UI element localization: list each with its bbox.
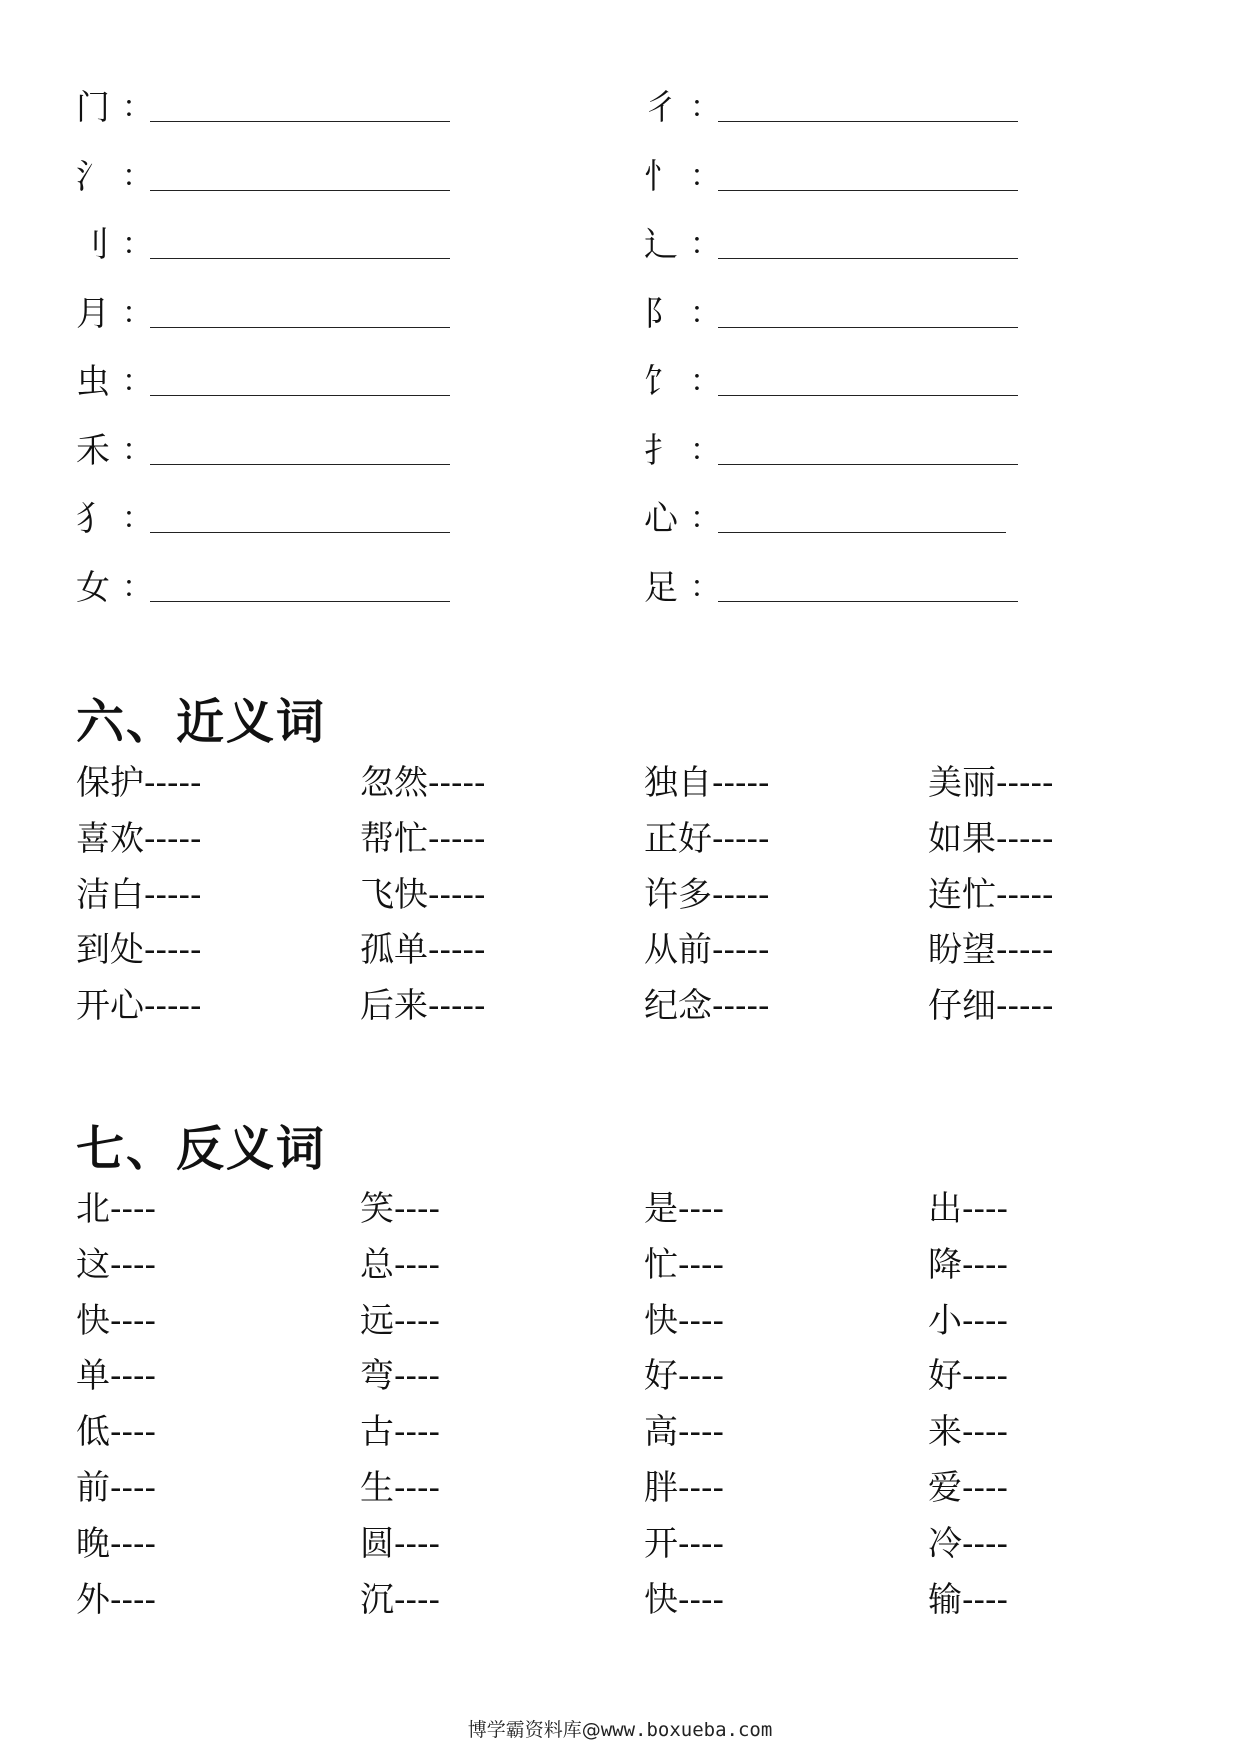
word-row	[76, 1521, 1176, 1577]
radical-colon: ：	[690, 227, 720, 262]
word-item: 孤单-----	[360, 930, 486, 971]
word-item: 快----	[76, 1300, 156, 1341]
radical-item	[644, 284, 1018, 334]
answer-blank[interactable]	[150, 532, 450, 533]
word-item: 许多-----	[644, 874, 770, 915]
radical-char: 氵	[76, 156, 110, 197]
footer-url[interactable]: www.boxueba.com	[600, 1719, 773, 1741]
word-row	[76, 983, 1176, 1039]
word-item: 忙----	[644, 1244, 724, 1285]
word-item: 前----	[76, 1467, 156, 1508]
word-item: 生----	[360, 1467, 440, 1508]
word-item: 单----	[76, 1356, 156, 1397]
synonyms-grid	[76, 760, 1176, 1039]
word-item: 好----	[644, 1356, 724, 1397]
radical-colon: ：	[122, 432, 152, 468]
word-item: 到处-----	[76, 930, 202, 971]
answer-blank[interactable]	[718, 464, 1018, 465]
radical-colon: ：	[690, 432, 720, 468]
answer-blank[interactable]	[150, 190, 450, 191]
word-row	[76, 927, 1176, 983]
radical-colon: ：	[122, 227, 152, 262]
word-item: 连忙-----	[928, 874, 1054, 915]
word-item: 快----	[644, 1579, 724, 1620]
word-row	[76, 1409, 1176, 1465]
radical-item	[644, 352, 1018, 402]
antonyms-heading: 七、反义词	[76, 1121, 327, 1177]
radical-colon: ：	[122, 569, 152, 605]
radical-item	[76, 215, 450, 265]
word-item: 纪念-----	[644, 986, 770, 1027]
radical-item	[644, 489, 1006, 539]
radical-colon: ：	[122, 295, 152, 331]
word-item: 古----	[360, 1412, 440, 1453]
synonyms-heading: 六、近义词	[76, 694, 327, 750]
word-item: 正好-----	[644, 818, 770, 859]
word-item: 是----	[644, 1189, 724, 1229]
word-item: 北----	[76, 1189, 156, 1229]
antonyms-grid	[76, 1186, 1176, 1632]
radical-item	[76, 421, 450, 471]
radical-colon: ：	[122, 90, 152, 125]
radical-item	[76, 558, 450, 608]
radical-item	[76, 352, 450, 402]
word-item: 总----	[360, 1244, 440, 1285]
word-item: 来----	[928, 1412, 1008, 1453]
word-item: 远----	[360, 1300, 440, 1341]
radical-char: 彳	[644, 88, 678, 128]
footer-site-name: 博学霸资料库@	[467, 1719, 601, 1741]
word-item: 弯----	[360, 1356, 440, 1397]
word-item: 美丽-----	[928, 763, 1054, 803]
radical-row	[76, 489, 1076, 558]
answer-blank[interactable]	[718, 601, 1018, 602]
radical-item	[76, 284, 450, 334]
word-item: 圆----	[360, 1523, 440, 1564]
radical-colon: ：	[690, 295, 720, 331]
word-item: 晚----	[76, 1523, 156, 1564]
answer-blank[interactable]	[150, 464, 450, 465]
word-item: 沉----	[360, 1579, 440, 1620]
radical-char: 刂	[76, 225, 110, 265]
word-item: 冷----	[928, 1523, 1008, 1564]
word-row	[76, 1353, 1176, 1409]
radical-colon: ：	[690, 90, 720, 125]
word-item: 开----	[644, 1523, 724, 1564]
word-item: 这----	[76, 1244, 156, 1285]
answer-blank[interactable]	[150, 327, 450, 328]
radical-colon: ：	[690, 501, 720, 536]
radical-item	[644, 421, 1018, 471]
word-item: 爱----	[928, 1467, 1008, 1508]
radical-exercise	[76, 78, 1076, 626]
answer-blank[interactable]	[718, 395, 1018, 396]
word-item: 高----	[644, 1412, 724, 1453]
word-item: 独自-----	[644, 763, 770, 803]
word-row	[76, 1577, 1176, 1633]
radical-char: 阝	[644, 293, 678, 334]
radical-char: 足	[644, 567, 678, 608]
radical-char: 禾	[76, 430, 110, 471]
radical-row	[76, 558, 1076, 627]
radical-item	[76, 147, 450, 197]
radical-char: 忄	[644, 156, 678, 197]
radical-row	[76, 352, 1076, 421]
word-item: 盼望-----	[928, 930, 1054, 971]
radical-char: 饣	[644, 362, 678, 402]
answer-blank[interactable]	[718, 327, 1018, 328]
word-item: 如果-----	[928, 818, 1054, 859]
answer-blank[interactable]	[150, 121, 450, 122]
word-item: 小----	[928, 1300, 1008, 1341]
word-row	[76, 1298, 1176, 1354]
word-item: 忽然-----	[360, 763, 486, 803]
radical-colon: ：	[690, 158, 720, 194]
radical-colon: ：	[690, 569, 720, 605]
word-item: 快----	[644, 1300, 724, 1341]
word-item: 降----	[928, 1244, 1008, 1285]
radical-colon: ：	[690, 364, 720, 399]
answer-blank[interactable]	[718, 190, 1018, 191]
radical-item	[644, 78, 1018, 128]
radical-row	[76, 78, 1076, 147]
radical-char: 月	[76, 293, 110, 334]
word-row	[76, 1242, 1176, 1298]
radical-colon: ：	[122, 501, 152, 536]
radical-char: 门	[76, 88, 110, 128]
word-item: 低----	[76, 1412, 156, 1453]
radical-item	[644, 558, 1018, 608]
radical-char: 辶	[644, 225, 678, 265]
radical-colon: ：	[122, 364, 152, 399]
answer-blank[interactable]	[718, 532, 1006, 533]
word-item: 洁白-----	[76, 874, 202, 915]
radical-item	[76, 78, 450, 128]
word-row	[76, 1186, 1176, 1242]
answer-blank[interactable]	[150, 601, 450, 602]
word-item: 胖----	[644, 1467, 724, 1508]
word-row	[76, 872, 1176, 928]
radical-item	[644, 147, 1018, 197]
word-item: 喜欢-----	[76, 818, 202, 859]
answer-blank[interactable]	[718, 258, 1018, 259]
radical-char: 犭	[76, 499, 110, 539]
radical-colon: ：	[122, 158, 152, 194]
radical-char: 扌	[644, 430, 678, 471]
word-item: 好----	[928, 1356, 1008, 1397]
word-item: 外----	[76, 1579, 156, 1620]
word-row	[76, 760, 1176, 816]
radical-char: 虫	[76, 362, 110, 402]
radical-char: 心	[644, 499, 678, 539]
answer-blank[interactable]	[150, 258, 450, 259]
radical-row	[76, 421, 1076, 490]
word-row	[76, 816, 1176, 872]
answer-blank[interactable]	[150, 395, 450, 396]
word-item: 帮忙-----	[360, 818, 486, 859]
radical-row	[76, 284, 1076, 353]
word-item: 输----	[928, 1579, 1008, 1620]
word-item: 笑----	[360, 1189, 440, 1229]
word-item: 出----	[928, 1189, 1008, 1229]
radical-item	[644, 215, 1018, 265]
radical-char: 女	[76, 567, 110, 608]
word-item: 飞快-----	[360, 874, 486, 915]
radical-row	[76, 215, 1076, 284]
radical-row	[76, 147, 1076, 216]
word-item: 保护-----	[76, 763, 202, 803]
footer	[0, 1718, 1240, 1742]
word-item: 仔细-----	[928, 986, 1054, 1027]
word-item: 开心-----	[76, 986, 202, 1027]
word-item: 后来-----	[360, 986, 486, 1027]
answer-blank[interactable]	[718, 121, 1018, 122]
word-row	[76, 1465, 1176, 1521]
radical-item	[76, 489, 450, 539]
word-item: 从前-----	[644, 930, 770, 971]
